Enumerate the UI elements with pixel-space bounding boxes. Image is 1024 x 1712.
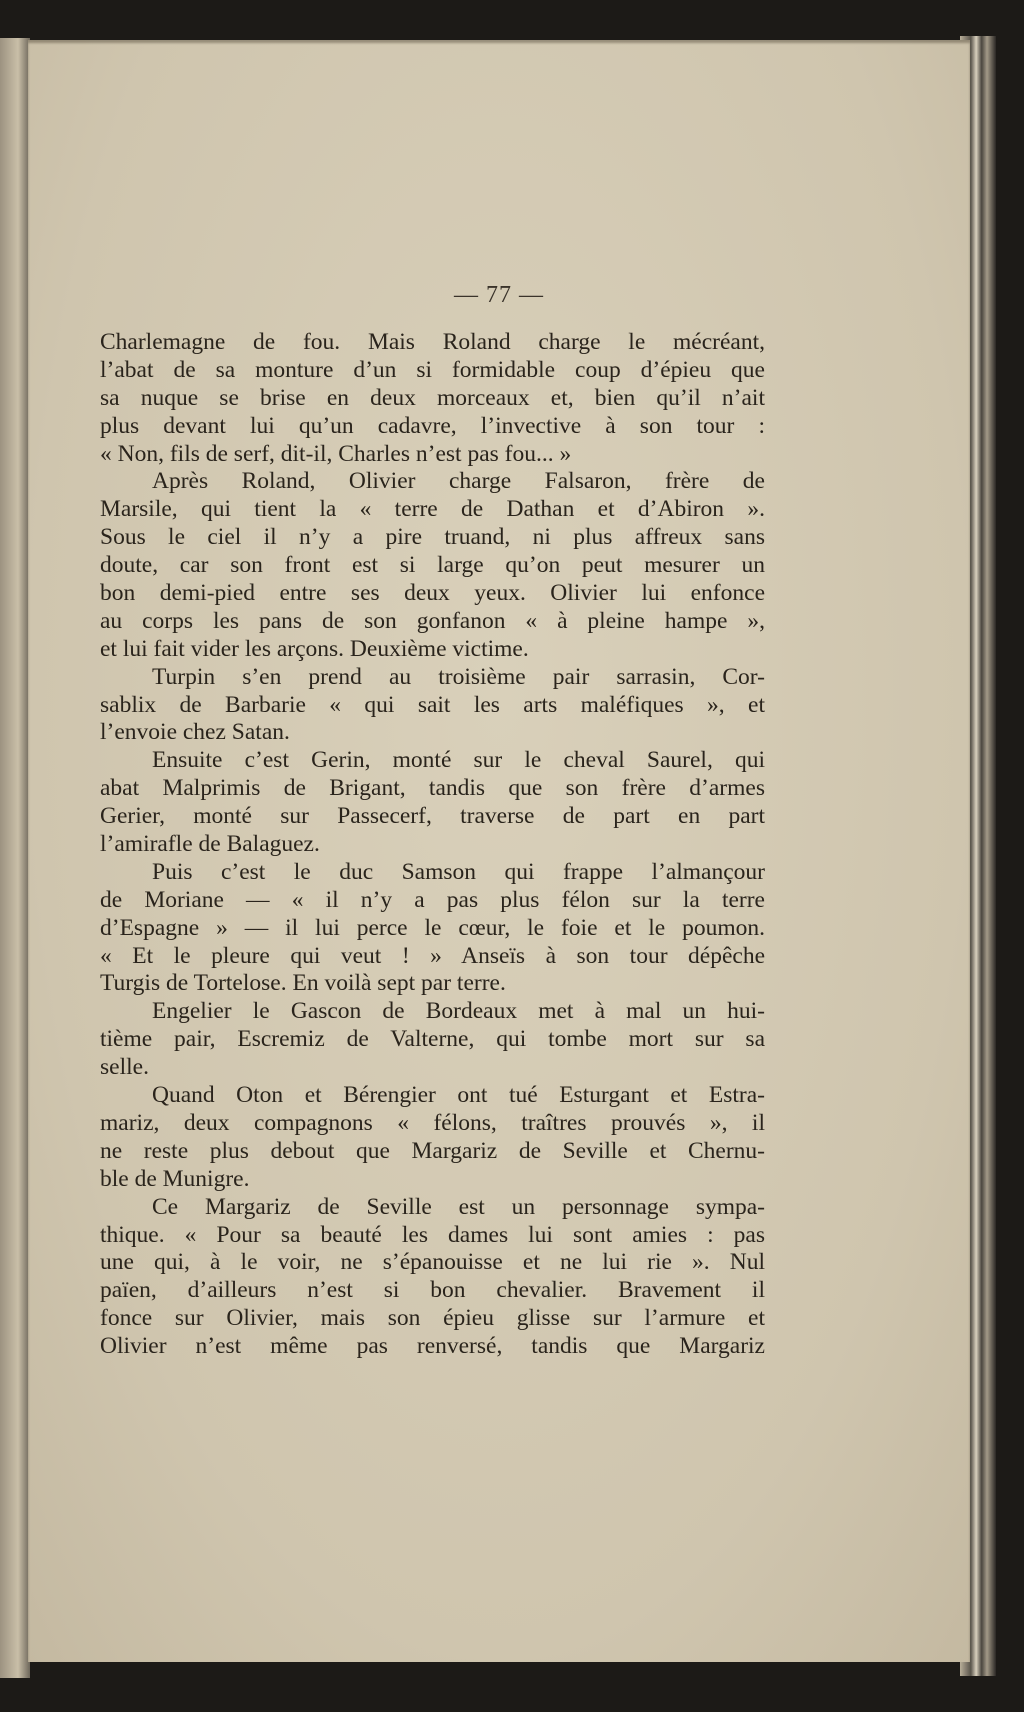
text-line: sa nuque se brise en deux morceaux et, bien qu’il n’ait <box>100 384 765 411</box>
paragraph <box>100 859 765 998</box>
text-line: Charlemagne de fou. Mais Roland charge le mécréant, <box>100 329 765 355</box>
text-line: plus devant lui qu’un cadavre, l’invective à son tour : <box>100 412 765 439</box>
text-line: mariz, deux compagnons « félons, traîtres prouvés », il <box>100 1109 765 1136</box>
paragraph <box>100 998 765 1082</box>
text-line: sablix de Barbarie « qui sait les arts maléfiques », et <box>100 691 765 718</box>
text-line: l’abat de sa monture d’un si formidable coup d’épieu que <box>100 356 765 383</box>
text-line: ne reste plus debout que Margariz de Seville et Chernu- <box>100 1137 765 1164</box>
paragraph <box>100 747 765 859</box>
paragraph <box>100 664 765 748</box>
text-line: Après Roland, Olivier charge Falsaron, frère de <box>152 468 765 495</box>
text-line: d’Espagne » — il lui perce le cœur, le foie et le poumon. <box>100 914 765 941</box>
text-line: doute, car son front est si large qu’on peut mesurer un <box>100 552 765 579</box>
text-line: « Et le pleure qui veut ! » Anseïs à son tour dépêche <box>100 942 765 969</box>
book-page <box>28 40 970 1662</box>
text-line: Engelier le Gascon de Bordeaux met à mal un hui- <box>152 998 765 1025</box>
facing-page-edge <box>0 38 30 1678</box>
text-line: bon demi-pied entre ses deux yeux. Olivier lui enfonce <box>100 580 765 607</box>
text-line: Sous le ciel il n’y a pire truand, ni plus affreux sans <box>100 524 765 551</box>
text-line: et lui fait vider les arçons. Deuxième victime. <box>100 635 529 662</box>
page-number: — 77 — <box>454 282 544 308</box>
text-line: Turpin s’en prend au troisième pair sarrasin, Cor- <box>152 663 765 690</box>
paragraph <box>100 329 765 468</box>
text-line: païen, d’ailleurs n’est si bon chevalier. Bravement il <box>100 1277 765 1304</box>
text-line: selle. <box>100 1054 149 1081</box>
text-line: abat Malprimis de Brigant, tandis que son frère d’armes <box>100 775 765 802</box>
paragraph <box>100 1082 765 1194</box>
text-line: thique. « Pour sa beauté les dames lui sont amies : pas <box>100 1221 765 1248</box>
text-line: ble de Munigre. <box>100 1165 250 1192</box>
body-text <box>100 329 765 1361</box>
text-line: Olivier n’est même pas renversé, tandis que Margariz <box>100 1333 765 1360</box>
text-line: une qui, à le voir, ne s’épanouisse et ne lui rie ». Nul <box>100 1249 765 1276</box>
text-line: Puis c’est le duc Samson qui frappe l’almançour <box>152 858 765 885</box>
text-line: l’amirafle de Balaguez. <box>100 831 320 858</box>
text-line: l’envoie chez Satan. <box>100 719 290 746</box>
text-line: au corps les pans de son gonfanon « à pleine hampe », <box>100 607 765 634</box>
text-line: Gerier, monté sur Passecerf, traverse de part en part <box>100 803 765 830</box>
text-line: Ensuite c’est Gerin, monté sur le cheval Saurel, qui <box>152 747 765 774</box>
text-line: Turgis de Tortelose. En voilà sept par terre. <box>100 970 506 997</box>
text-line: « Non, fils de serf, dit-il, Charles n’est pas fou... » <box>100 440 572 467</box>
text-line: tième pair, Escremiz de Valterne, qui tombe mort sur sa <box>100 1026 765 1053</box>
text-line: Marsile, qui tient la « terre de Dathan et d’Abiron ». <box>100 496 765 523</box>
text-line: Quand Oton et Bérengier ont tué Esturgant et Estra- <box>152 1082 765 1109</box>
text-line: Ce Margariz de Seville est un personnage sympa- <box>152 1193 765 1220</box>
paragraph <box>100 1194 765 1361</box>
text-line: fonce sur Olivier, mais son épieu glisse sur l’armure et <box>100 1305 765 1332</box>
paragraph <box>100 468 765 663</box>
text-line: de Moriane — « il n’y a pas plus félon sur la terre <box>100 886 765 913</box>
